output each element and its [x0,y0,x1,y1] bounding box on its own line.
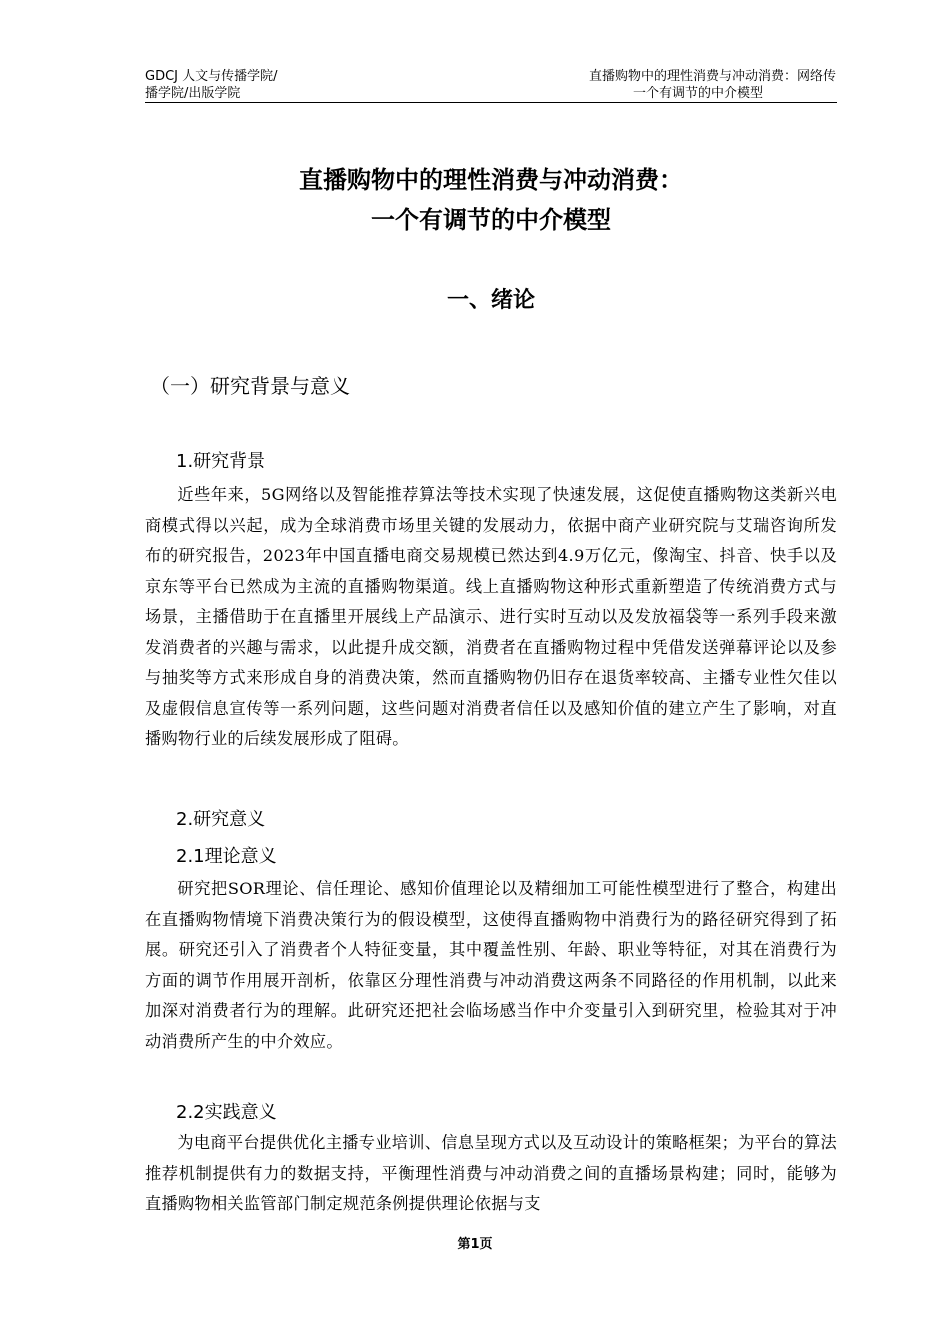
header-rule [145,102,837,103]
paragraph-theoretical-significance: 研究把SOR理论、信任理论、感知价值理论以及精细加工可能性模型进行了整合，构建出在直播购物情境下消费决策行为的假设模型，这使得直播购物中消费行为的路径研究得到了拓展。研究还引入了消费者个人特征变量，其中覆盖性别、年龄、职业等特征，对其在消费行为方面的调节作用展开剖析，依靠区分理性消费与冲动消费这两条不同路径的作用机制，以此来加深对消费者行为的理解。此研究还把社会临场感当作中介变量引入到研究里，检验其对于冲动消费所产生的中介效应。 [145,879,837,1051]
running-header-left [145,68,325,102]
paragraph-research-background: 近些年来，5G网络以及智能推荐算法等技术实现了快速发展，这促使直播购物这类新兴电商模式得以兴起，成为全球消费市场里关键的发展动力，依据中商产业研究院与艾瑞咨询所发布的研究报告，2023年中国直播电商交易规模已然达到4.9万亿元，像淘宝、抖音、快手以及京东等平台已然成为主流的直播购物渠道。线上直播购物这种形式重新塑造了传统消费方式与场景，主播借助于在直播里开展线上产品演示、进行实时互动以及发放福袋等一系列手段来激发消费者的兴趣与需求，以此提升成交额，消费者在直播购物过程中凭借发送弹幕评论以及参与抽奖等方式来形成自身的消费决策，然而直播购物仍旧存在退货率较高、主播专业性欠佳以及虚假信息宣传等一系列问题，这些问题对消费者信任以及感知价值的建立产生了影响，对直播购物行业的后续发展形成了阻碍。 [145,485,837,748]
header-left-line1: GDCJ 人文与传播学院/ [145,69,278,84]
heading-research-significance: 2.研究意义 [176,809,266,830]
heading-research-background: 1.研究背景 [176,451,266,472]
header-right-line1: 直播购物中的理性消费与冲动消费：网络传 [588,69,836,84]
running-header-right [520,68,836,102]
page-number: 第1页 [457,1237,493,1252]
heading-practical-significance: 2.2实践意义 [176,1102,277,1123]
subsection-heading-background-significance: （一）研究背景与意义 [150,374,350,398]
section-heading-introduction: 一、绪论 [446,288,535,313]
document-title-line2: 一个有调节的中介模型 [371,206,611,234]
document-title-line1: 直播购物中的理性消费与冲动消费： [299,166,683,194]
paragraph-practical-significance: 为电商平台提供优化主播专业培训、信息呈现方式以及互动设计的策略框架；为平台的算法推荐机制提供有力的数据支持，平衡理性消费与冲动消费之间的直播场景构建；同时，能够为直播购物相关监管部门制定规范条例提供理论依据与支 [145,1133,837,1213]
header-right-line2: 一个有调节的中介模型 [632,86,763,101]
heading-theoretical-significance: 2.1理论意义 [176,846,277,867]
header-left-line2: 播学院/出版学院 [145,86,241,101]
